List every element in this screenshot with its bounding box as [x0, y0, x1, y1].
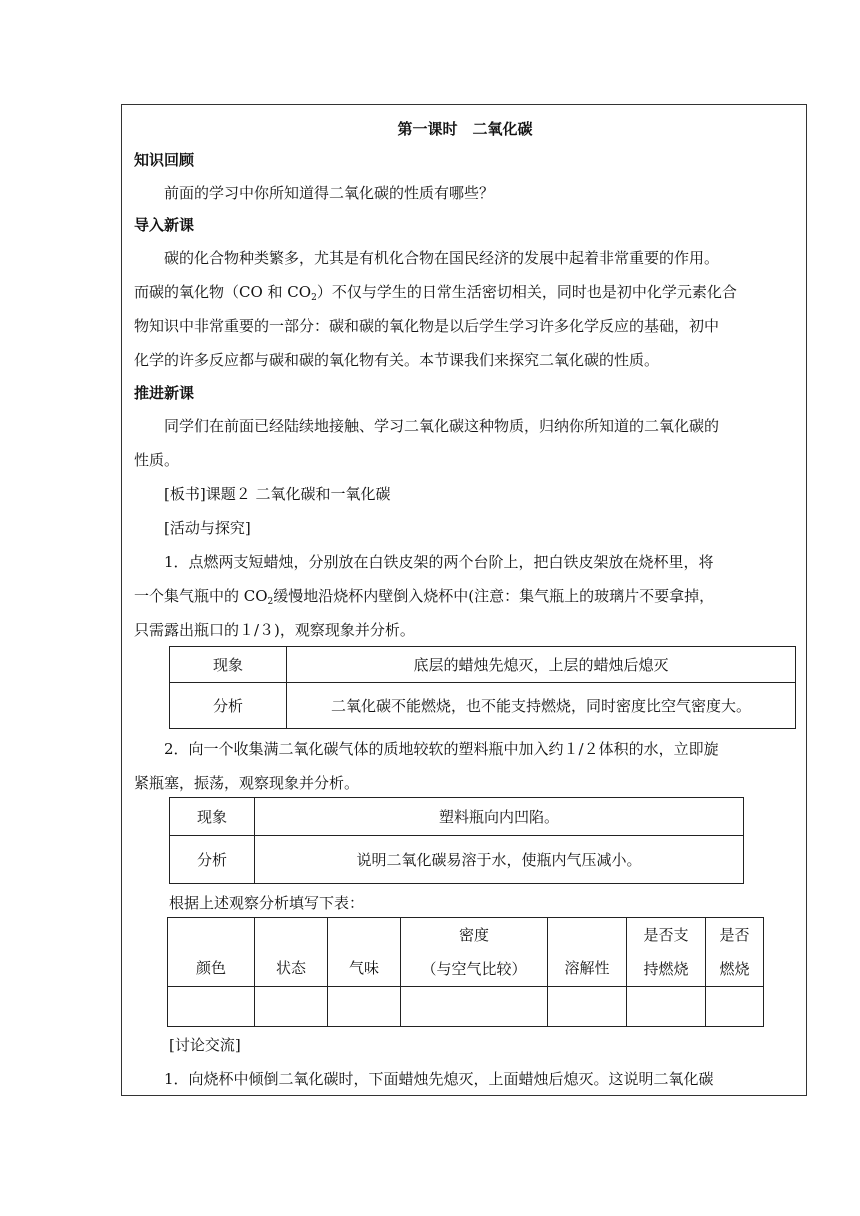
cell-smell[interactable]: [328, 987, 401, 1027]
cell-combustible[interactable]: [706, 987, 764, 1027]
header-color: 颜色: [168, 918, 255, 987]
exp1-line-1: 1．点燃两支短蜡烛，分别放在白铁皮架的两个台阶上，把白铁皮架放在烧杯里，将: [164, 553, 714, 571]
property-table: [167, 917, 764, 1027]
t2-label-phenomenon: 现象: [170, 798, 255, 836]
t1-label-phenomenon: 现象: [170, 647, 287, 683]
advance-line-2: 性质。: [134, 451, 180, 469]
t1-value-analysis: 二氧化碳不能燃烧，也不能支持燃烧，同时密度比空气密度大。: [287, 683, 796, 729]
cell-solubility[interactable]: [548, 987, 627, 1027]
intro-line-1: 碳的化合物种类繁多，尤其是有机化合物在国民经济的发展中起着非常重要的作用。: [164, 249, 720, 267]
advance-line-1: 同学们在前面已经陆续地接触、学习二氧化碳这种物质，归纳你所知道的二氧化碳的: [164, 417, 720, 435]
header-supports-combustion: 是否支 持燃烧: [627, 918, 706, 987]
intro-line-3: 物知识中非常重要的一部分：碳和碳的氧化物是以后学生学习许多化学反应的基础，初中: [134, 317, 720, 335]
cell-color[interactable]: [168, 987, 255, 1027]
observation-table-1: [169, 646, 796, 729]
cell-state[interactable]: [255, 987, 328, 1027]
exp2-line-1: 2．向一个收集满二氧化碳气体的质地较软的塑料瓶中加入约１/２体积的水，立即旋: [164, 740, 719, 758]
header-density: 密度 （与空气比较）: [401, 918, 548, 987]
t2-value-phenomenon: 塑料瓶向内凹陷。: [255, 798, 744, 836]
header-solubility: 溶解性: [548, 918, 627, 987]
observation-table-2: [169, 797, 744, 884]
t1-value-phenomenon: 底层的蜡烛先熄灭，上层的蜡烛后熄灭: [287, 647, 796, 683]
header-state: 状态: [255, 918, 328, 987]
exp2-line-2: 紧瓶塞，振荡，观察现象并分析。: [134, 774, 360, 792]
exp1-line-2: 一个集气瓶中的 $CO_2$缓慢地沿烧杯内壁倒入烧杯中(注意：集气瓶上的玻璃片不要拿掉，: [134, 587, 715, 607]
t2-label-analysis: 分析: [170, 836, 255, 884]
review-heading: 知识回顾: [134, 151, 195, 169]
activity-heading: [活动与探究]: [164, 519, 251, 537]
t2-value-analysis: 说明二氧化碳易溶于水，使瓶内气压减小。: [255, 836, 744, 884]
advance-heading: 推进新课: [134, 384, 195, 402]
cell-density[interactable]: [401, 987, 548, 1027]
header-combustible: 是否 燃烧: [706, 918, 764, 987]
board-note: [板书]课题２ 二氧化碳和一氧化碳: [164, 485, 391, 503]
page-title: 第一课时 二氧化碳: [397, 120, 533, 138]
cell-supports-combustion[interactable]: [627, 987, 706, 1027]
exp1-line-3: 只需露出瓶口的１/３)，观察现象并分析。: [134, 621, 415, 639]
intro-line-4: 化学的许多反应都与碳和碳的氧化物有关。本节课我们来探究二氧化碳的性质。: [134, 351, 660, 369]
t1-label-analysis: 分析: [170, 683, 287, 729]
intro-heading: 导入新课: [134, 216, 195, 234]
fill-intro: 根据上述观察分析填写下表：: [169, 894, 365, 912]
discussion-line-1: 1．向烧杯中倾倒二氧化碳时，下面蜡烛先熄灭，上面蜡烛后熄灭。这说明二氧化碳: [164, 1070, 714, 1088]
intro-line-2: 而碳的氧化物（CO 和 $CO_2$）不仅与学生的日常生活密切相关，同时也是初中化学元素化合: [134, 283, 737, 303]
discussion-heading: [讨论交流]: [169, 1036, 241, 1054]
review-text: 前面的学习中你所知道得二氧化碳的性质有哪些？: [164, 184, 495, 202]
header-smell: 气味: [328, 918, 401, 987]
page-frame: [121, 104, 807, 1096]
